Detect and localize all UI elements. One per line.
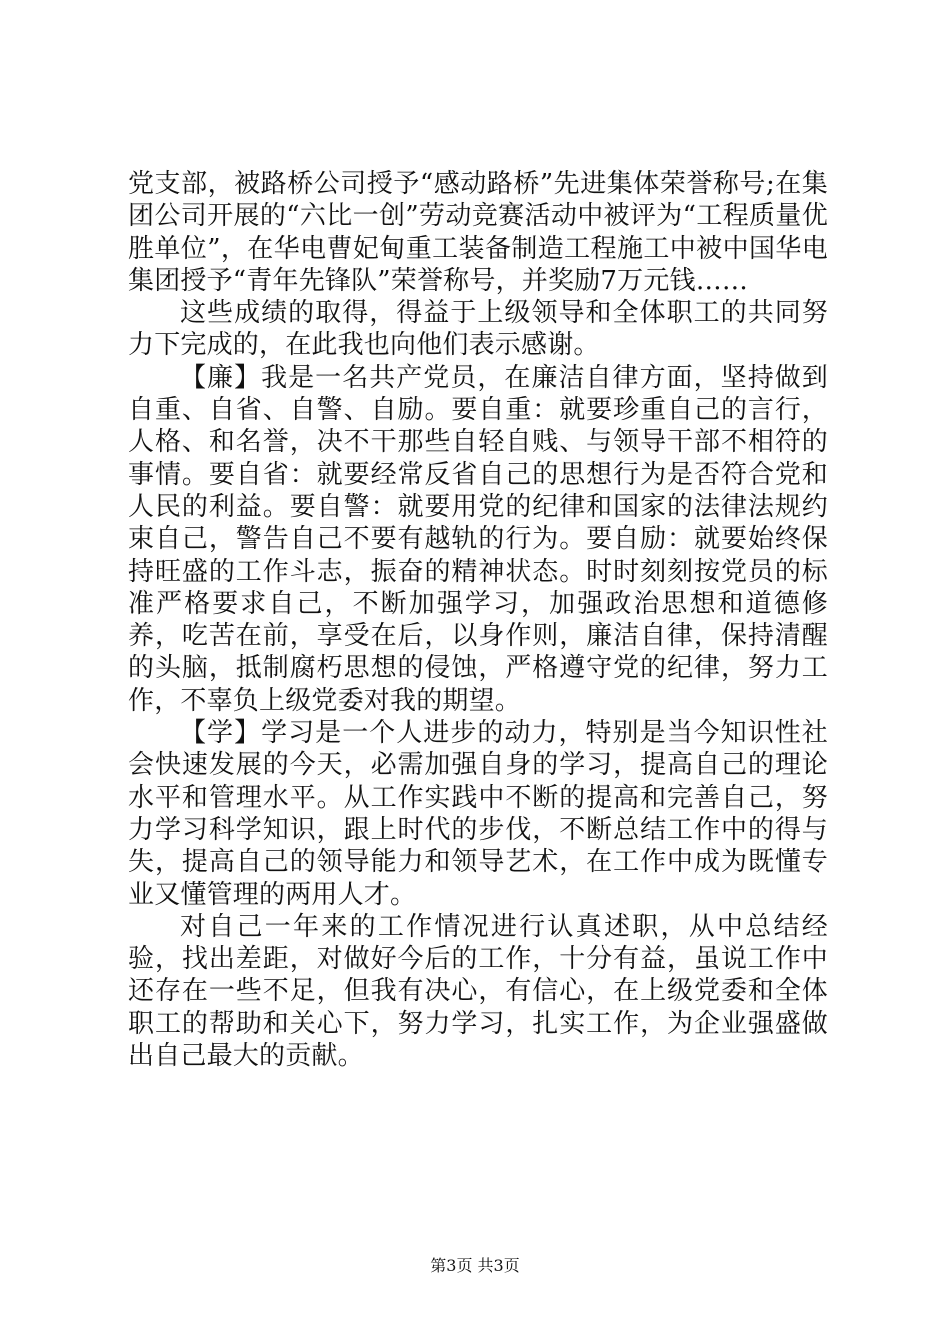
page-number-footer: 第3页 共3页 xyxy=(430,1256,520,1275)
paragraph-learning: 【学】学习是一个人进步的动力，特别是当今知识性社会快速发展的今天，必需加强自身的学习，提高自己的理论水平和管理水平。从工作实践中不断的提高和完善自己，努力学习科学知识，跟上时代的步伐，不断总结工作中的得与失，提高自己的领导能力和领导艺术，在工作中成为既懂专业又懂管理的两用人才。 xyxy=(128,718,828,910)
paragraph-conclusion: 对自己一年来的工作情况进行认真述职，从中总结经验，找出差距，对做好今后的工作，十分有益，虽说工作中还存在一些不足，但我有决心，有信心，在上级党委和全体职工的帮助和关心下，努力学习，扎实工作，为企业强盛做出自己最大的贡献。 xyxy=(128,911,828,1072)
paragraph-honors-continued: 党支部，被路桥公司授予“感动路桥”先进集体荣誉称号;在集团公司开展的“六比一创”劳动竞赛活动中被评为“工程质量优胜单位”，在华电曹妃甸重工装备制造工程施工中被中国华电集团授予“青年先锋队”荣誉称号，并奖励7万元钱…… xyxy=(128,169,828,296)
paragraph-thanks: 这些成绩的取得，得益于上级领导和全体职工的共同努力下完成的，在此我也向他们表示感谢。 xyxy=(128,298,828,361)
document-body xyxy=(128,168,828,1072)
paragraph-integrity: 【廉】我是一名共产党员，在廉洁自律方面，坚持做到自重、自省、自警、自励。要自重：就要珍重自己的言行，人格、和名誉，决不干那些自轻自贱、与领导干部不相符的事情。要自省：就要经常反省自己的思想行为是否符合党和人民的利益。要自警：就要用党的纪律和国家的法律法规约束自己，警告自己不要有越轨的行为。要自励：就要始终保持旺盛的工作斗志，振奋的精神状态。时时刻刻按党员的标准严格要求自己，不断加强学习，加强政治思想和道德修养，吃苦在前，享受在后，以身作则，廉洁自律，保持清醒的头脑，抵制腐朽思想的侵蚀，严格遵守党的纪律，努力工作，不辜负上级党委对我的期望。 xyxy=(128,362,828,716)
